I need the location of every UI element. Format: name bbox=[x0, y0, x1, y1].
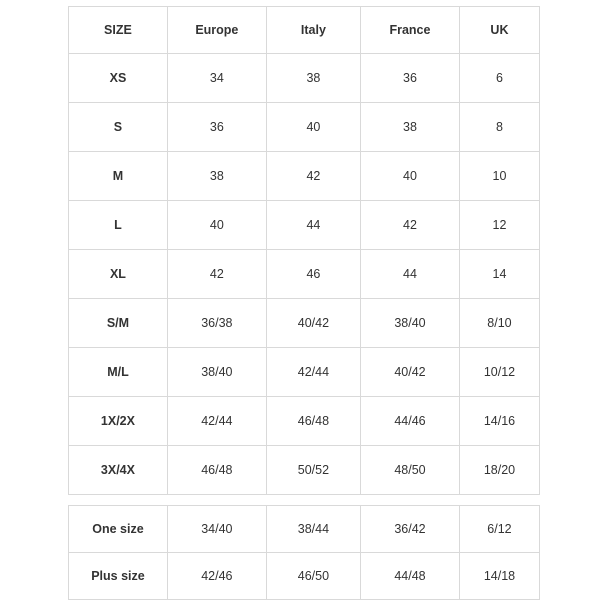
cell-france: 40/42 bbox=[361, 348, 460, 397]
cell-uk: 8 bbox=[459, 103, 539, 152]
cell-europe: 42 bbox=[167, 250, 266, 299]
cell-europe: 36/38 bbox=[167, 299, 266, 348]
table-row bbox=[69, 299, 540, 348]
table-row bbox=[69, 506, 540, 553]
cell-france: 40 bbox=[361, 152, 460, 201]
cell-uk: 8/10 bbox=[459, 299, 539, 348]
column-header-size: SIZE bbox=[69, 7, 168, 54]
row-label: S bbox=[69, 103, 168, 152]
table-row bbox=[69, 103, 540, 152]
size-conversion-table bbox=[68, 6, 540, 495]
table-row bbox=[69, 201, 540, 250]
one-size-table bbox=[68, 505, 540, 600]
cell-uk: 12 bbox=[459, 201, 539, 250]
table-row bbox=[69, 446, 540, 495]
cell-uk: 10/12 bbox=[459, 348, 539, 397]
row-label: M/L bbox=[69, 348, 168, 397]
cell-europe: 34/40 bbox=[167, 506, 266, 553]
cell-france: 36 bbox=[361, 54, 460, 103]
cell-italy: 44 bbox=[266, 201, 360, 250]
row-label: M bbox=[69, 152, 168, 201]
table-row bbox=[69, 250, 540, 299]
column-header-europe: Europe bbox=[167, 7, 266, 54]
cell-france: 44 bbox=[361, 250, 460, 299]
cell-france: 38/40 bbox=[361, 299, 460, 348]
cell-italy: 42 bbox=[266, 152, 360, 201]
row-label: S/M bbox=[69, 299, 168, 348]
column-header-uk: UK bbox=[459, 7, 539, 54]
table-row bbox=[69, 348, 540, 397]
cell-uk: 10 bbox=[459, 152, 539, 201]
cell-france: 44/46 bbox=[361, 397, 460, 446]
cell-europe: 34 bbox=[167, 54, 266, 103]
row-label: XS bbox=[69, 54, 168, 103]
cell-uk: 6 bbox=[459, 54, 539, 103]
cell-france: 48/50 bbox=[361, 446, 460, 495]
cell-italy: 50/52 bbox=[266, 446, 360, 495]
cell-uk: 14/16 bbox=[459, 397, 539, 446]
cell-italy: 46/48 bbox=[266, 397, 360, 446]
cell-uk: 18/20 bbox=[459, 446, 539, 495]
table-row bbox=[69, 397, 540, 446]
cell-europe: 40 bbox=[167, 201, 266, 250]
cell-italy: 46/50 bbox=[266, 553, 360, 600]
cell-europe: 38/40 bbox=[167, 348, 266, 397]
cell-italy: 46 bbox=[266, 250, 360, 299]
row-label: Plus size bbox=[69, 553, 168, 600]
row-label: 1X/2X bbox=[69, 397, 168, 446]
cell-france: 44/48 bbox=[361, 553, 460, 600]
cell-europe: 38 bbox=[167, 152, 266, 201]
cell-france: 36/42 bbox=[361, 506, 460, 553]
cell-europe: 42/46 bbox=[167, 553, 266, 600]
cell-europe: 42/44 bbox=[167, 397, 266, 446]
cell-italy: 40 bbox=[266, 103, 360, 152]
cell-france: 42 bbox=[361, 201, 460, 250]
table-row bbox=[69, 152, 540, 201]
row-label: 3X/4X bbox=[69, 446, 168, 495]
column-header-france: France bbox=[361, 7, 460, 54]
row-label: One size bbox=[69, 506, 168, 553]
column-header-italy: Italy bbox=[266, 7, 360, 54]
cell-europe: 36 bbox=[167, 103, 266, 152]
cell-europe: 46/48 bbox=[167, 446, 266, 495]
table-header-row bbox=[69, 7, 540, 54]
table-row bbox=[69, 54, 540, 103]
cell-uk: 14 bbox=[459, 250, 539, 299]
cell-italy: 38/44 bbox=[266, 506, 360, 553]
table-spacer bbox=[68, 495, 540, 505]
table-row bbox=[69, 553, 540, 600]
cell-uk: 14/18 bbox=[459, 553, 539, 600]
row-label: XL bbox=[69, 250, 168, 299]
cell-italy: 40/42 bbox=[266, 299, 360, 348]
cell-italy: 42/44 bbox=[266, 348, 360, 397]
cell-france: 38 bbox=[361, 103, 460, 152]
cell-uk: 6/12 bbox=[459, 506, 539, 553]
row-label: L bbox=[69, 201, 168, 250]
cell-italy: 38 bbox=[266, 54, 360, 103]
